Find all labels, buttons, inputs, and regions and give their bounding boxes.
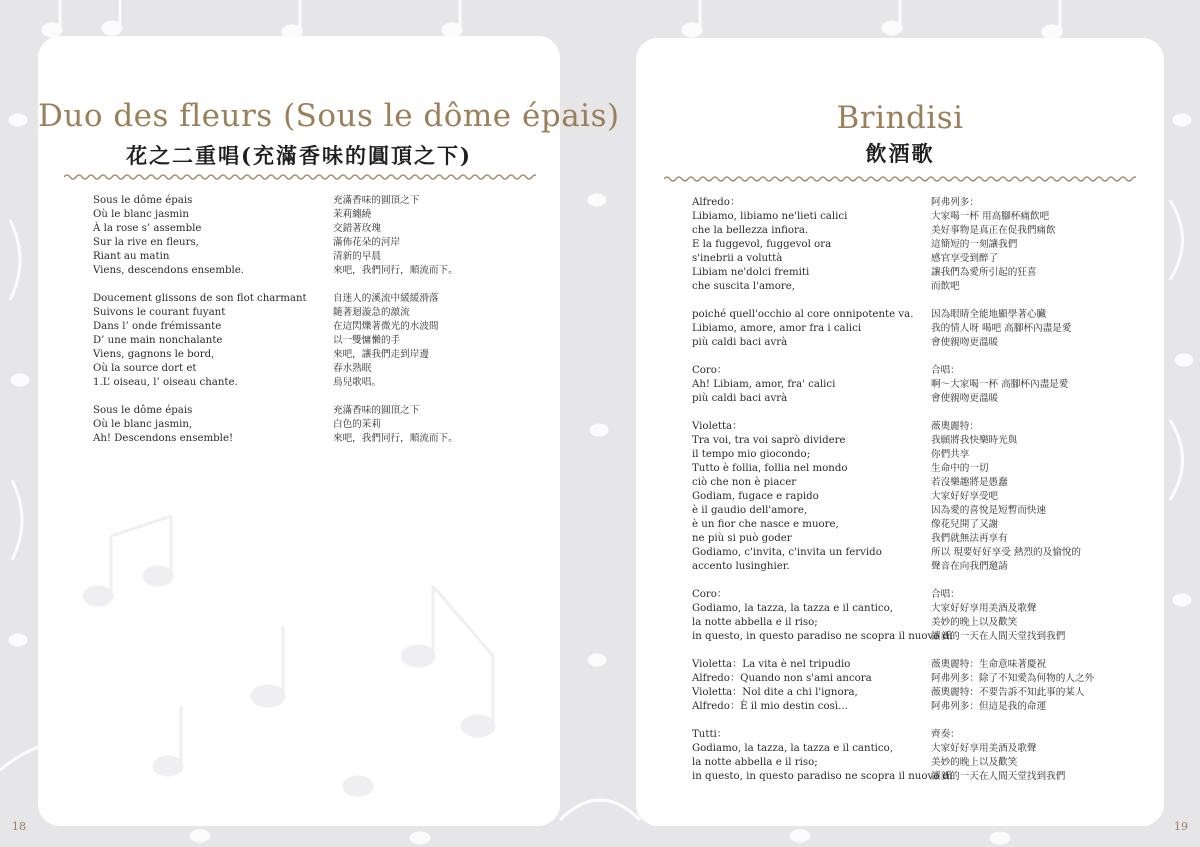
lyric-line [692, 252, 1131, 266]
lyric-original: D’ une main nonchalante [93, 335, 223, 346]
lyric-original: Suivons le courant fuyant [93, 307, 226, 318]
lyric-translation: 聲音在向我們邀請 [931, 561, 1008, 572]
lyric-original: in questo, in questo paradiso ne scopra il nuovo dì [692, 631, 953, 642]
lyric-translation: 白色的茉莉 [333, 419, 381, 430]
lyric-translation: 會使親吻更溫暖 [931, 393, 999, 404]
lyric-line [692, 770, 1131, 784]
lyric-translation: 美妙的晚上以及歡笑 [931, 757, 1018, 768]
lyric-stanza [692, 308, 1131, 350]
lyric-translation: 薇奧麗特： [931, 421, 979, 432]
lyric-original: Sous le dôme épais [93, 195, 193, 206]
lyric-original: Viens, gagnons le bord, [93, 349, 215, 360]
lyric-original: Godiamo, la tazza, la tazza e il cantico, [692, 743, 893, 754]
page-number-right: 19 [1174, 820, 1188, 833]
lyric-translation: 你們共享 [931, 449, 970, 460]
lyric-translation: 薇奧麗特：生命意味著慶祝 [931, 659, 1047, 670]
lyric-original: Doucement glissons de son flot charmant [93, 293, 307, 304]
lyric-original: Tutti： [692, 729, 727, 740]
lyric-line [692, 602, 1131, 616]
lyric-line [692, 266, 1131, 280]
lyric-original: è un fior che nasce e muore, [692, 519, 839, 530]
lyric-original: la notte abbella e il riso; [692, 617, 818, 628]
lyric-original: Sous le dôme épais [93, 405, 193, 416]
lyric-original: in questo, in questo paradiso ne scopra il nuovo dì. [692, 771, 956, 782]
lyric-original: è il gaudio dell'amore, [692, 505, 808, 516]
lyric-original: À la rose s’ assemble [93, 223, 202, 234]
lyric-line [692, 700, 1131, 714]
lyric-translation: 以一雙慵懶的手 [333, 335, 401, 346]
lyric-translation: 交錯著玫瑰 [333, 223, 381, 234]
lyric-original: Violetta：Nol dite a chi l'ignora, [692, 687, 858, 698]
lyric-line [93, 362, 513, 376]
lyric-line [692, 238, 1131, 252]
lyric-original: Libiam ne'dolci fremiti [692, 267, 810, 278]
lyric-original: 1.L’ oiseau, l’ oiseau chante. [93, 377, 238, 388]
lyric-translation: 春水熟眠 [333, 363, 372, 374]
lyric-original: Alfredo：Quando non s'ami ancora [692, 673, 872, 684]
lyric-translation: 所以 現要好好享受 熱烈的及愉悅的 [931, 547, 1082, 558]
lyric-line [692, 686, 1131, 700]
lyric-translation: 阿弗列多：但這是我的命運 [931, 701, 1047, 712]
lyric-translation: 合唱： [931, 589, 960, 600]
lyric-line [692, 378, 1131, 392]
lyric-line [93, 376, 513, 390]
lyric-line [692, 336, 1131, 350]
lyric-translation: 阿弗列多：除了不知愛為何物的人之外 [931, 673, 1095, 684]
lyric-translation: 大家好好享用美酒及歌聲 [931, 603, 1037, 614]
lyric-translation: 充滿香味的圓頂之下 [333, 405, 420, 416]
lyric-original: Ah! Libiam, amor, fra' calici [692, 379, 836, 390]
lyric-translation: 像花兒開了又謝 [931, 519, 999, 530]
song-title-french: Duo des fleurs (Sous le dôme épais) [38, 98, 620, 134]
lyric-line [93, 432, 513, 446]
lyric-original: Où le blanc jasmin [93, 209, 189, 220]
lyric-original: Dans l’ onde frémissante [93, 321, 222, 332]
lyric-original: Viens, descendons ensemble. [93, 265, 245, 276]
lyric-original: Alfredo： [692, 197, 741, 208]
lyric-original: la notte abbella e il riso; [692, 757, 818, 768]
lyric-line [93, 250, 513, 264]
lyric-line [93, 334, 513, 348]
lyric-translation: 讓新的一天在人間天堂找到我們 [931, 771, 1066, 782]
lyric-translation: 充滿香味的圓頂之下 [333, 195, 420, 206]
lyric-original: più caldi baci avrà [692, 393, 788, 404]
lyric-original: Violetta： [692, 421, 743, 432]
lyric-line [93, 236, 513, 250]
lyric-translation: 我願將我快樂時光與 [931, 435, 1018, 446]
lyric-translation: 美好事物是真正在促我們痛飲 [931, 225, 1056, 236]
lyric-stanza [692, 658, 1131, 714]
lyric-translation: 感官享受到醉了 [931, 253, 999, 264]
lyric-original: Violetta：La vita è nel tripudio [692, 659, 851, 670]
lyric-translation: 茉莉纏繞 [333, 209, 372, 220]
lyric-line [93, 208, 513, 222]
lyric-original: Tra voi, tra voi saprò dividere [692, 435, 846, 446]
lyric-line [692, 462, 1131, 476]
lyric-line [93, 292, 513, 306]
lyric-line [93, 404, 513, 418]
lyric-line [692, 364, 1131, 378]
lyric-stanza [692, 364, 1131, 406]
right-page [636, 38, 1164, 826]
lyric-line [93, 418, 513, 432]
lyric-stanza [692, 728, 1131, 784]
lyric-translation: 因為眼睛全能地顯學著心臟 [931, 309, 1047, 320]
lyric-original: poiché quell'occhio al core onnipotente va. [692, 309, 914, 320]
lyric-line [692, 532, 1131, 546]
lyric-original: Sur la rive en fleurs, [93, 237, 199, 248]
lyric-original: ne più si può goder [692, 533, 792, 544]
faint-notes-decoration [38, 476, 560, 826]
lyric-stanza [93, 404, 513, 446]
wavy-divider [664, 174, 1136, 184]
lyric-line [93, 348, 513, 362]
lyric-translation: 來吧，我們同行，順流而下。 [333, 265, 458, 276]
lyric-translation: 齊奏： [931, 729, 960, 740]
lyric-translation: 我的情人呀 喝吧 高腳杯內盡是愛 [931, 323, 1072, 334]
lyric-translation: 阿弗列多： [931, 197, 979, 208]
lyric-line [692, 518, 1131, 532]
lyric-line [692, 224, 1131, 238]
song-title-chinese: 飲酒歌 [865, 141, 935, 166]
lyric-line [692, 490, 1131, 504]
left-page [38, 36, 620, 826]
lyric-stanza [93, 292, 513, 390]
lyric-original: Riant au matin [93, 251, 170, 262]
lyric-translation: 我們就無法再享有 [931, 533, 1008, 544]
lyric-original: Godiamo, la tazza, la tazza e il cantico, [692, 603, 893, 614]
lyric-original: il tempo mio giocondo; [692, 449, 811, 460]
lyric-translation: 大家好好享受吧 [931, 491, 999, 502]
lyric-translation: 大家好好享用美酒及歌聲 [931, 743, 1037, 754]
lyric-translation: 美妙的晚上以及歡笑 [931, 617, 1018, 628]
lyric-line [93, 264, 513, 278]
lyric-original: Godiam, fugace e rapido [692, 491, 819, 502]
lyric-line [692, 728, 1131, 742]
lyric-line [93, 306, 513, 320]
lyric-translation: 滿佈花朵的河岸 [333, 237, 401, 248]
lyric-original: Libiamo, amore, amor fra i calici [692, 323, 862, 334]
lyric-line [692, 476, 1131, 490]
lyric-original: Ah! Descendons ensemble! [93, 433, 234, 444]
lyric-translation: 會使親吻更溫暖 [931, 337, 999, 348]
lyric-line [692, 392, 1131, 406]
lyric-original: accento lusinghier. [692, 561, 790, 572]
lyrics-block [93, 194, 513, 460]
lyric-line [692, 420, 1131, 434]
lyric-line [692, 448, 1131, 462]
lyric-translation: 生命中的一切 [931, 463, 989, 474]
lyric-translation: 在這閃爍著微光的水波間 [333, 321, 439, 332]
lyric-line [692, 560, 1131, 574]
song-title-chinese: 花之二重唱(充滿香味的圓頂之下) [126, 143, 472, 168]
lyric-stanza [692, 196, 1131, 294]
lyric-translation: 大家喝一杯 用高腳杯痛飲吧 [931, 211, 1050, 222]
lyric-translation: 讓新的一天在人間天堂找到我們 [931, 631, 1066, 642]
lyric-line [692, 322, 1131, 336]
lyric-translation: 薇奧麗特：不要告訴不知此事的某人 [931, 687, 1085, 698]
lyric-stanza [692, 588, 1131, 644]
lyric-original: più caldi baci avrà [692, 337, 788, 348]
lyric-translation: 啊～大家喝一杯 高腳杯內盡是愛 [931, 379, 1069, 390]
lyric-line [692, 196, 1131, 210]
lyric-translation: 這簡短的一刻讓我們 [931, 239, 1018, 250]
lyric-original: che suscita l'amore, [692, 281, 795, 292]
lyric-line [692, 630, 1131, 644]
lyric-stanza [692, 420, 1131, 574]
lyric-translation: 自迷人的溪流中緩緩滑落 [333, 293, 439, 304]
lyric-translation: 隨著迴漩急的激流 [333, 307, 410, 318]
lyric-line [692, 434, 1131, 448]
lyric-translation: 而飲吧 [931, 281, 960, 292]
lyric-original: Coro： [692, 365, 728, 376]
lyric-original: che la bellezza infiora. [692, 225, 809, 236]
lyric-original: Où le blanc jasmin, [93, 419, 193, 430]
lyric-original: Coro： [692, 589, 728, 600]
lyric-original: Tutto è follia, follia nel mondo [692, 463, 848, 474]
page-number-left: 18 [12, 820, 26, 833]
lyric-translation: 來吧，我們同行，順流而下。 [333, 433, 458, 444]
lyric-original: ciò che non è piacer [692, 477, 797, 488]
lyric-line [692, 588, 1131, 602]
lyric-original: Godiamo, c'invita, c'invita un fervido [692, 547, 882, 558]
lyric-original: E la fuggevol, fuggevol ora [692, 239, 832, 250]
lyric-translation: 因為愛的喜悅是短暫而快速 [931, 505, 1047, 516]
lyric-original: Alfredo：È il mio destin così... [692, 701, 848, 712]
lyric-original: Libiamo, libiamo ne'lieti calici [692, 211, 848, 222]
lyric-translation: 讓我們為愛所引起的狂喜 [931, 267, 1037, 278]
song-title-italian: Brindisi [836, 100, 964, 136]
lyric-line [692, 546, 1131, 560]
lyric-original: Où la source dort et [93, 363, 197, 374]
lyric-line [692, 672, 1131, 686]
lyric-line [692, 756, 1131, 770]
lyrics-block [692, 196, 1131, 798]
lyric-line [692, 616, 1131, 630]
lyric-line [93, 222, 513, 236]
wavy-divider [64, 172, 536, 182]
lyric-line [93, 320, 513, 334]
lyric-translation: 鳥兒歌唱。 [333, 377, 381, 388]
lyric-translation: 來吧，讓我們走到岸邊 [333, 349, 429, 360]
lyric-translation: 若沒樂趣將是愚蠢 [931, 477, 1008, 488]
lyric-translation: 清新的早晨 [333, 251, 381, 262]
lyric-line [692, 210, 1131, 224]
lyric-line [692, 658, 1131, 672]
lyric-stanza [93, 194, 513, 278]
lyric-original: s'inebrii a voluttà [692, 253, 783, 264]
lyric-line [93, 194, 513, 208]
lyric-translation: 合唱： [931, 365, 960, 376]
lyric-line [692, 742, 1131, 756]
lyric-line [692, 308, 1131, 322]
lyric-line [692, 280, 1131, 294]
lyric-line [692, 504, 1131, 518]
